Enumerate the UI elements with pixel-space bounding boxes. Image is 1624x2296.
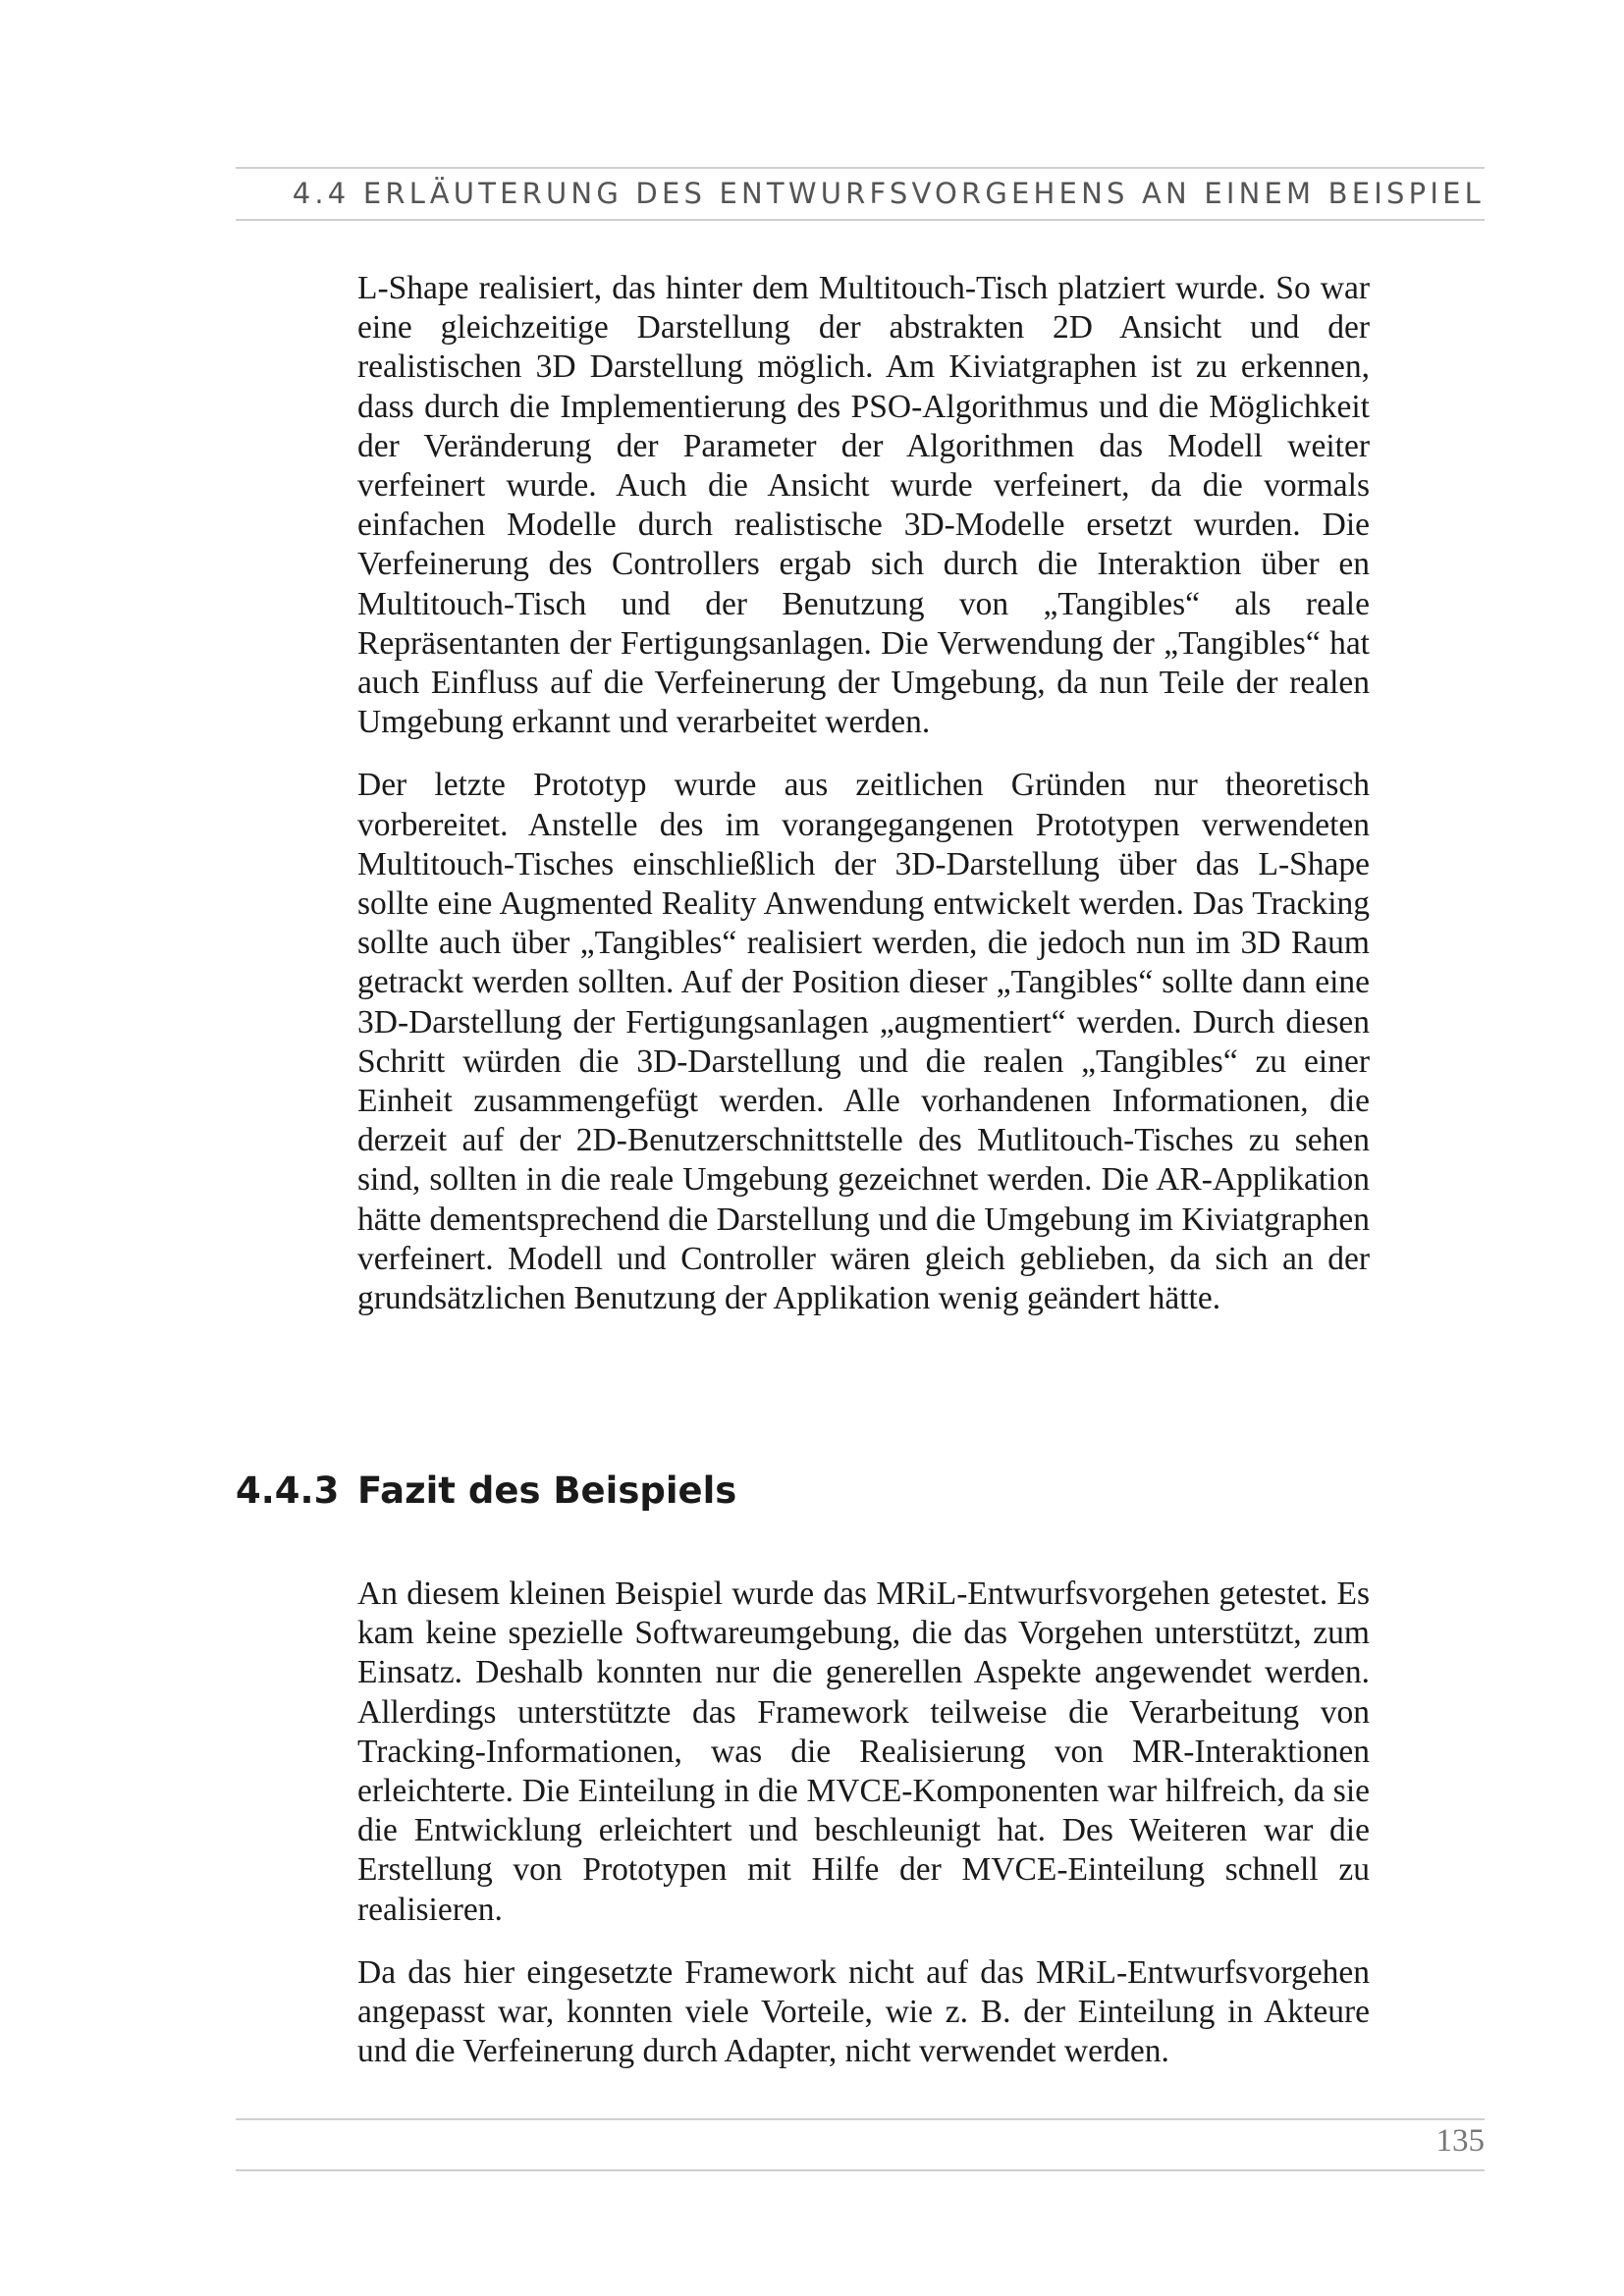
running-header: 4.4 ERLÄUTERUNG DES ENTWURFSVORGEHENS AN EINEM BEISPIEL [292,177,1485,210]
body-text-top [357,269,1370,1318]
paragraph: Der letzte Prototyp wurde aus zeitlichen Gründen nur theoretisch vorbereitet. Anstelle des im vorangegangenen Prototypen verwendeten Multitouch-Tisches einschließlich der 3D-Darstellung über das L-Shape sollte eine Augmented Reality Anwendung entwickelt werden. Das Tracking sollte auch über „Tangibles“ realisiert werden, die jedoch nun im 3D Raum getrackt werden sollten. Auf der Position dieser „Tangibles“ sollte dann eine 3D-Darstellung der Fertigungsanlagen „augmentiert“ werden. Durch diesen Schritt würden die 3D-Darstellung und die realen „Tangibles“ zu einer Einheit zusammengefügt werden. Alle vorhandenen Informationen, die derzeit auf der 2D-Benutzerschnittstelle des Mutlitouch-Tisches zu sehen sind, sollten in die reale Umgebung gezeichnet werden. Die AR-Applikation hätte dementsprechend die Darstellung und die Umgebung im Kiviatgraphen verfeinert. Modell und Controller wären gleich geblieben, da sich an der grundsätzlichen Benutzung der Applikation wenig geändert hätte. [357,767,1370,1317]
header-rule-bottom [236,219,1485,221]
section-number: 4.4.3 [236,1469,340,1512]
section-heading [236,1469,736,1512]
paragraph: L-Shape realisiert, das hinter dem Multitouch-Tisch platziert wurde. So war eine gleichzeitige Darstellung der abstrakten 2D Ansicht und der realistischen 3D Darstellung möglich. Am Kiviatgraphen ist zu erkennen, dass durch die Implementierung des PSO-Algorithmus und die Möglichkeit der Veränderung der Parameter der Algorithmen das Modell weiter verfeinert wurde. Auch die Ansicht wurde verfeinert, da die vormals einfachen Modelle durch realistische 3D-Modelle ersetzt wurden. Die Verfeinerung des Controllers ergab sich durch die Interaktion über en Multitouch-Tisch und der Benutzung von „Tangibles“ als reale Repräsentanten der Fertigungsanlagen. Die Verwendung der „Tangibles“ hat auch Einfluss auf die Verfeinerung der Umgebung, da nun Teile der realen Umgebung erkannt und verarbeitet werden. [357,270,1370,741]
section-title: Fazit des Beispiels [357,1469,737,1512]
header-rule-top [236,167,1485,169]
page-number: 135 [1435,2123,1485,2159]
paragraph: An diesem kleinen Beispiel wurde das MRiL-Entwurfsvorgehen getestet. Es kam keine spezielle Softwareumgebung, die das Vorgehen unterstützt, zum Einsatz. Deshalb konnten nur die generellen Aspekte angewendet werden. Allerdings unterstützte das Framework teilweise die Verarbeitung von Tracking-Informationen, was die Realisierung von MR-Interaktionen erleichterte. Die Einteilung in die MVCE-Komponenten war hilfreich, da sie die Entwicklung erleichtert und beschleunigt hat. Des Weiteren war die Erstellung von Prototypen mit Hilfe der MVCE-Einteilung schnell zu realisieren. [357,1575,1370,1928]
footer-rule-top [236,2118,1485,2120]
body-text-bottom [357,1575,1370,2071]
footer-rule-bottom [236,2169,1485,2171]
paragraph: Da das hier eingesetzte Framework nicht auf das MRiL-Entwurfsvorgehen angepasst war, konnten viele Vorteile, wie z. B. der Einteilung in Akteure und die Verfeinerung durch Adapter, nicht verwendet werden. [357,1953,1370,2070]
